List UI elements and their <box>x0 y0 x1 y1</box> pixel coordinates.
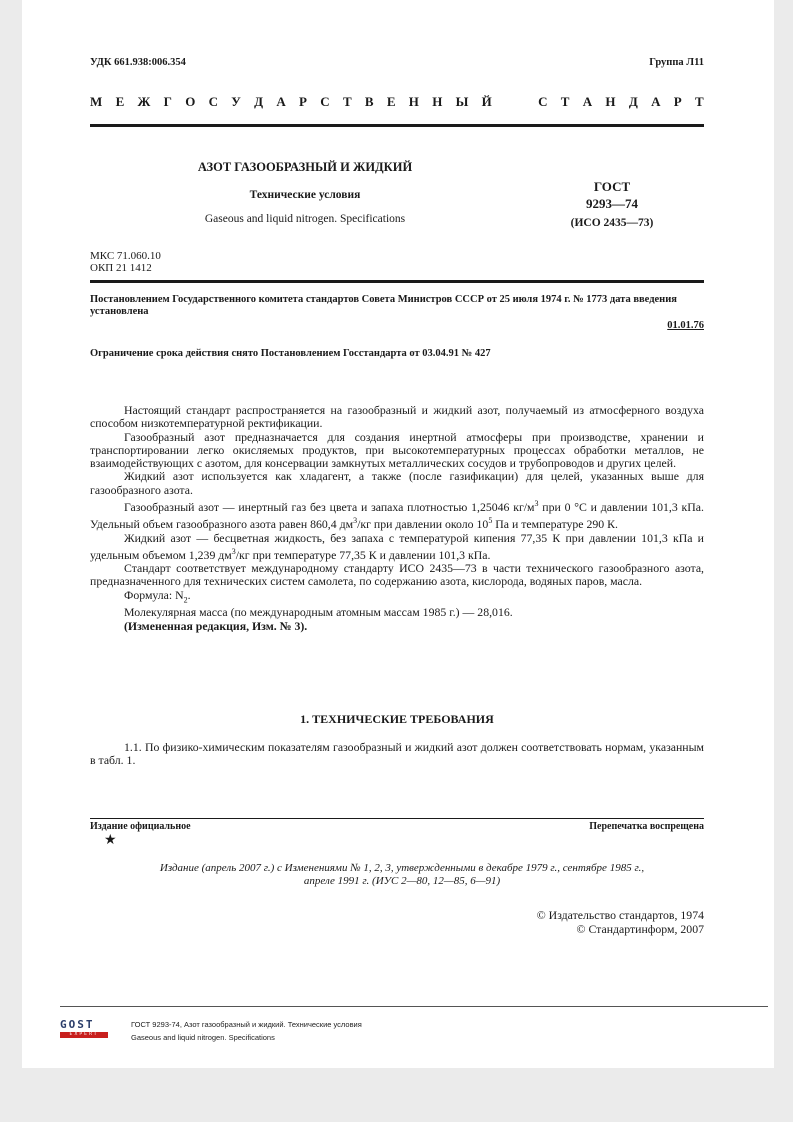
footer-line-en: Gaseous and liquid nitrogen. Specifications <box>131 1033 275 1042</box>
heading-letter: У <box>231 94 241 109</box>
official-edition-label: Издание официальное <box>90 821 191 832</box>
document-title: АЗОТ ГАЗООБРАЗНЫЙ И ЖИДКИЙ <box>197 160 413 174</box>
heading-letter: А <box>276 94 286 109</box>
official-rule <box>90 818 704 819</box>
heading-letter: Т <box>560 94 570 109</box>
gost-number: 9293—74 <box>586 196 638 211</box>
document-page <box>22 0 774 1068</box>
heading-letter: В <box>364 94 374 109</box>
clause-1-1 <box>90 741 704 768</box>
edition-info: Издание (апрель 2007 г.) с Изменениями № 1, 2, 3, утвержденными в декабре 1979 г., сентябре 1985 г., апреле 1991 г. (ИУС 2—80, 12—85, 6—91) <box>159 862 645 887</box>
gost-expert-logo[interactable] <box>60 1019 114 1038</box>
heading-letter: Ы <box>455 94 469 109</box>
limitation-note: Ограничение срока действия снято Постановлением Госстандарта от 03.04.91 № 427 <box>90 348 491 359</box>
reprint-prohibited-label: Перепечатка воспрещена <box>589 821 704 832</box>
copyright-line: © Стандартинформ, 2007 <box>576 921 704 936</box>
paragraph-density: Газообразный азот — инертный газ без цвета и запаха плотностью 1,25046 $кг/м^3$ при 0 °С и давлении 101,3 кПа. Удельный объем газообразного азота равен 860,4 $дм^3/кг$ при давлении около $10^5$ Па и температуре 290 К. <box>90 499 704 532</box>
copyright-block <box>537 909 704 936</box>
header-rule <box>90 124 704 127</box>
heading-letter: Ж <box>137 94 151 109</box>
heading-letter: М <box>90 94 103 109</box>
english-title: Gaseous and liquid nitrogen. Specifications <box>204 213 406 225</box>
decree-text: Постановлением Государственного комитета стандартов Совета Министров СССР от 25 июля 1974 г. № 1773 дата введения установлена <box>90 294 677 317</box>
heading-letter: Р <box>673 94 682 109</box>
udk-code: УДК 661.938:006.354 <box>90 57 186 68</box>
heading-letter: Н <box>408 94 419 109</box>
formula: Формула: $N_2$. <box>124 587 191 604</box>
heading-letter: Г <box>163 94 172 109</box>
heading-letter: Р <box>299 94 307 109</box>
heading-letter: С <box>208 94 219 109</box>
document-subtitle: Технические условия <box>249 189 361 201</box>
heading-letter <box>522 94 525 110</box>
iso-reference: (ИСО 2435—73) <box>570 217 654 229</box>
footer-rule <box>60 1006 768 1007</box>
mks-code: МКС 71.060.10 <box>90 250 161 262</box>
heading-letter: Т <box>342 94 352 109</box>
okp-code: ОКП 21 1412 <box>90 262 152 274</box>
paragraph: 1.1. По физико-химическим показателям газообразный и жидкий азот должен соответствовать нормам, указанным в табл. 1. <box>90 740 704 768</box>
introduction-date: 01.01.76 <box>667 320 704 331</box>
molar-mass: Молекулярная масса (по международным атомным массам 1985 г.) — 28,016. <box>124 605 513 620</box>
paragraph: Стандарт соответствует международному стандарту ИСО 2435—73 в части технического газообразного азота, предназначенного для технических систем самолета, по содержанию азота, кислорода, водяных паров, масла. <box>90 561 704 589</box>
interstate-standard-heading <box>90 94 704 110</box>
heading-letter: А <box>651 94 661 109</box>
gost-label: ГОСТ <box>593 179 631 194</box>
copyright-line: © Издательство стандартов, 1974 <box>536 908 704 922</box>
footer-caption <box>131 1018 362 1044</box>
star-icon: ★ <box>104 833 117 848</box>
heading-letter: С <box>320 94 330 109</box>
logo-top-text: GOST <box>60 1018 95 1031</box>
codes-rule <box>90 280 704 283</box>
classification-codes <box>90 250 161 274</box>
title-block <box>90 160 520 225</box>
heading-letter: Й <box>481 94 492 109</box>
heading-letter: С <box>538 94 548 109</box>
intro-body <box>90 404 704 633</box>
heading-letter: О <box>185 94 196 109</box>
heading-letter: Т <box>694 94 704 109</box>
heading-letter <box>505 94 508 110</box>
heading-letter: Д <box>254 94 264 109</box>
paragraph: Газообразный азот предназначается для создания инертной атмосферы при производстве, хранении и транспортировании легко окисляемых продуктов, при высокотемпературных процессах обработки металлов, не взаимодействующих с азотом, для консервации замкнутых металлических сосудов и трубопроводов и других целей. <box>90 429 704 471</box>
heading-letter: Н <box>605 94 616 109</box>
amendment-note: (Измененная редакция, Изм. № 3). <box>124 618 308 633</box>
heading-letter: А <box>582 94 593 109</box>
paragraph-liquid: Жидкий азот — бесцветная жидкость, без запаха с температурой кипения 77,35 К при давлении 101,3 кПа и удельным объемом 1,239 $дм^3/кг$ при температуре 77,35 К и давлении 101,3 кПа. <box>90 530 704 562</box>
heading-letter: Н <box>432 94 443 109</box>
logo-bottom-text: EXPERT <box>60 1032 108 1038</box>
footer-line-ru: ГОСТ 9293-74, Азот газообразный и жидкий. Технические условия <box>131 1020 362 1029</box>
group-code: Группа Л11 <box>649 57 704 68</box>
heading-letter: Е <box>386 94 396 109</box>
paragraph: Настоящий стандарт распространяется на газообразный и жидкий азот, получаемый из атмосферного воздуха способом низкотемпературной ректификации. <box>90 403 704 431</box>
heading-letter: Д <box>628 94 638 109</box>
heading-letter: Е <box>115 94 125 109</box>
gost-number-block <box>542 178 682 232</box>
paragraph: Жидкий азот используется как хладагент, а также (после газификации) для целей, указанных выше для газообразного азота. <box>90 469 704 497</box>
section-heading: 1. ТЕХНИЧЕСКИЕ ТРЕБОВАНИЯ <box>300 712 494 726</box>
